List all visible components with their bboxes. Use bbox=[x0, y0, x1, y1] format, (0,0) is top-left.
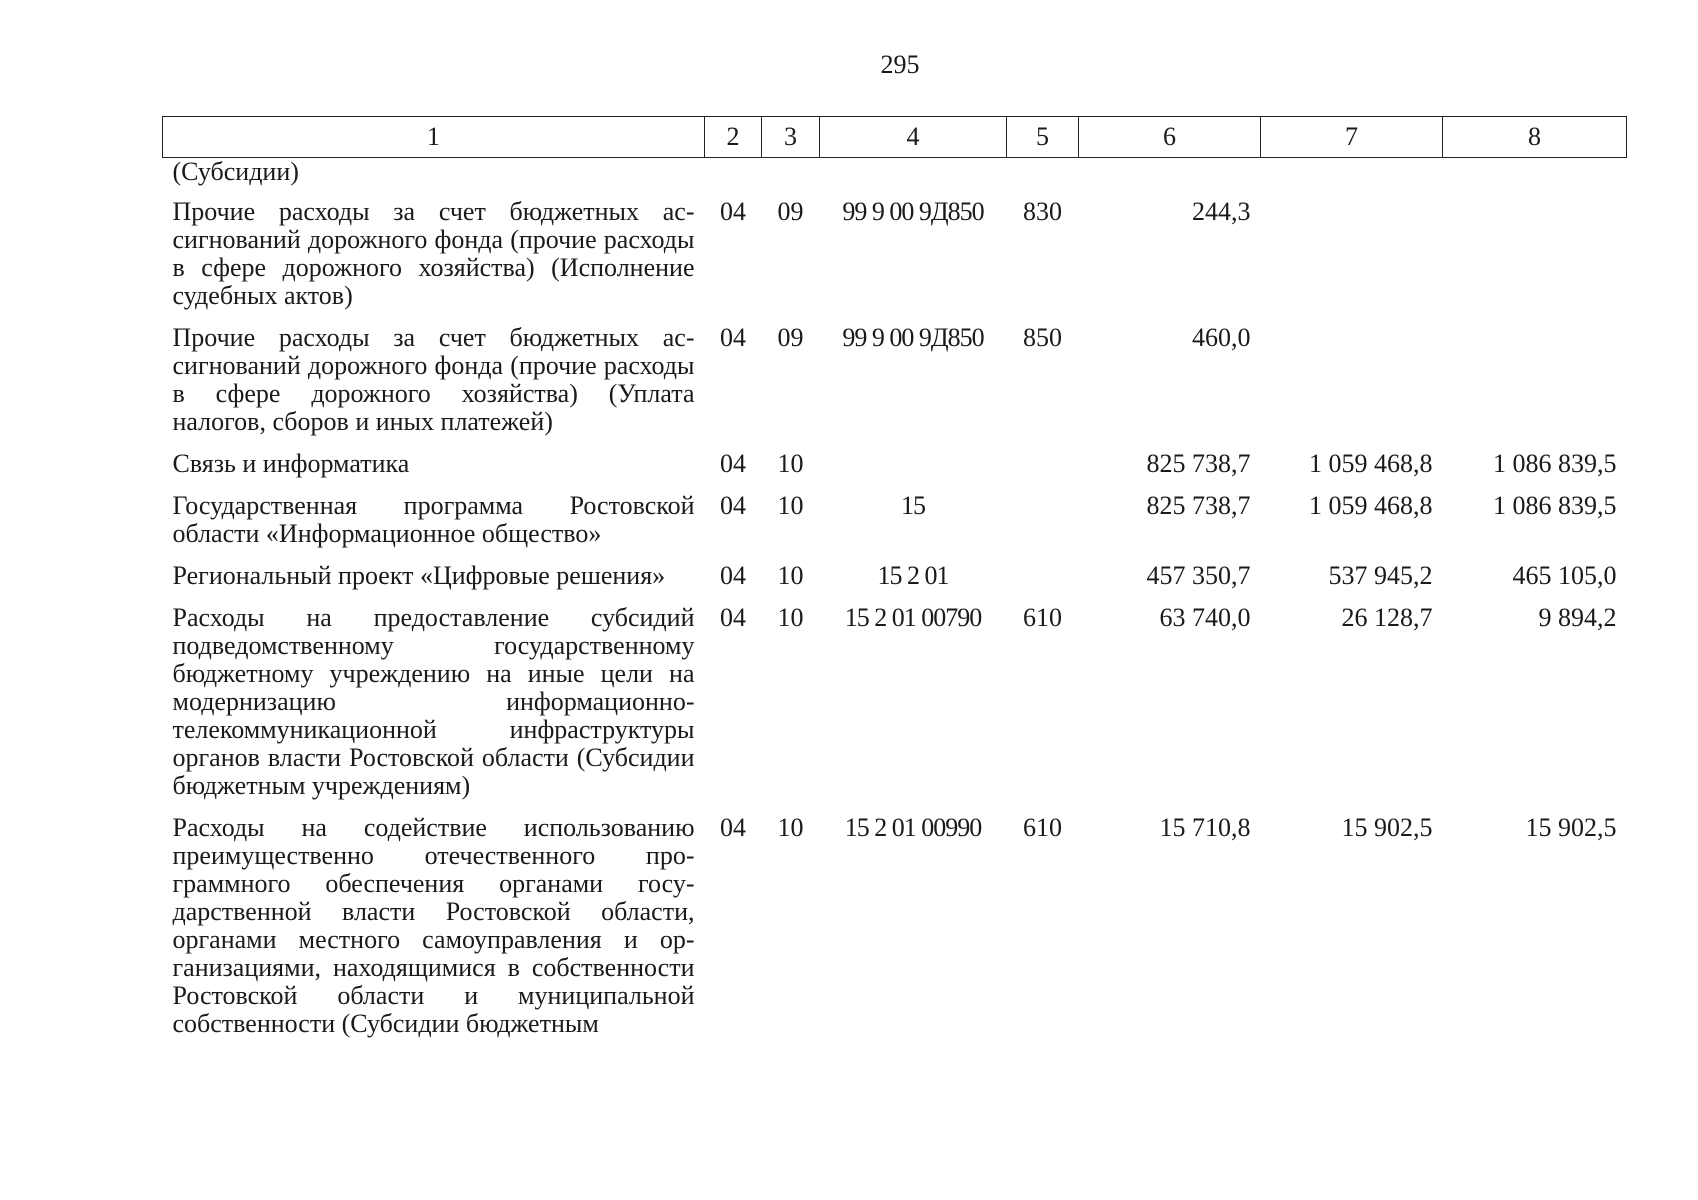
row-value-col7 bbox=[1261, 198, 1443, 324]
row-value-col7: 26 128,7 bbox=[1341, 603, 1433, 632]
row-target-code: 99 9 00 9Д850 bbox=[842, 323, 984, 352]
row-target-code: 15 2 01 bbox=[877, 561, 949, 590]
row-value-col7 bbox=[1261, 324, 1443, 450]
row-value-col8: 1 086 839,5 bbox=[1493, 449, 1617, 478]
row-value-col8: 15 902,5 bbox=[1525, 813, 1617, 842]
row-subsection: 10 bbox=[777, 603, 804, 632]
header-col-5: 5 bbox=[1007, 117, 1079, 158]
row-name: Связь и информатика bbox=[172, 449, 410, 478]
row-section: 04 bbox=[720, 561, 746, 590]
row-value-col6: 825 738,7 bbox=[1146, 449, 1251, 478]
row-value-col8 bbox=[1443, 324, 1627, 450]
row-target-code bbox=[820, 158, 1007, 199]
row-name: Прочие расходы за счет бюджетных ассигнований дорожного фонда (прочие расходы в сфере дорожного хозяйства) (Исполнение судебных актов) bbox=[172, 197, 695, 310]
row-target-code: 99 9 00 9Д850 bbox=[842, 197, 984, 226]
budget-table bbox=[162, 116, 1627, 1052]
row-subsection: 09 bbox=[777, 323, 804, 352]
row-value-col8: 465 105,0 bbox=[1512, 561, 1617, 590]
row-subsection: 10 bbox=[777, 813, 804, 842]
table-header bbox=[163, 117, 1627, 158]
header-col-7: 7 bbox=[1261, 117, 1443, 158]
row-name: (Субсидии) bbox=[172, 157, 299, 186]
row-section: 04 bbox=[720, 491, 746, 520]
row-section: 04 bbox=[720, 197, 746, 226]
row-value-col7: 1 059 468,8 bbox=[1309, 449, 1433, 478]
row-expense-type bbox=[1007, 492, 1079, 562]
row-subsection bbox=[762, 158, 820, 199]
row-section: 04 bbox=[720, 813, 746, 842]
row-name: Прочие расходы за счет бюджетных ассигнований дорожного фонда (прочие расходы в сфере дорожного хозяйства) (Уплата налогов, сборов и иных платежей) bbox=[172, 323, 695, 436]
row-value-col6: 825 738,7 bbox=[1146, 491, 1251, 520]
row-subsection: 09 bbox=[777, 197, 804, 226]
row-expense-type: 830 bbox=[1023, 197, 1062, 226]
row-expense-type bbox=[1007, 450, 1079, 492]
row-value-col6: 15 710,8 bbox=[1159, 813, 1251, 842]
row-expense-type: 610 bbox=[1023, 813, 1062, 842]
header-col-4: 4 bbox=[820, 117, 1007, 158]
row-value-col7: 537 945,2 bbox=[1328, 561, 1433, 590]
table-row bbox=[163, 604, 1627, 814]
row-name: Расходы на содействие использованию преимущественно отечественного программного обеспечения органами государственной власти Ростовской области, органами местного самоуправления и организациями, находящимися в собственности Ростовской области и муниципальной собственности (Субсидии бюджетным bbox=[172, 813, 695, 1038]
header-col-1: 1 bbox=[163, 117, 705, 158]
row-expense-type bbox=[1007, 158, 1079, 199]
header-row bbox=[163, 117, 1627, 158]
header-col-6: 6 bbox=[1079, 117, 1261, 158]
row-value-col8: 1 086 839,5 bbox=[1493, 491, 1617, 520]
table-row bbox=[163, 198, 1627, 324]
row-subsection: 10 bbox=[777, 491, 804, 520]
row-value-col6: 457 350,7 bbox=[1146, 561, 1251, 590]
row-subsection: 10 bbox=[777, 449, 804, 478]
row-value-col6 bbox=[1079, 158, 1261, 199]
row-value-col8: 9 894,2 bbox=[1538, 603, 1617, 632]
header-col-8: 8 bbox=[1443, 117, 1627, 158]
row-value-col7 bbox=[1261, 158, 1443, 199]
row-value-col7: 15 902,5 bbox=[1341, 813, 1433, 842]
header-col-2: 2 bbox=[705, 117, 762, 158]
row-subsection: 10 bbox=[777, 561, 804, 590]
table-body bbox=[163, 158, 1627, 1053]
table-row bbox=[163, 562, 1627, 604]
row-name: Расходы на предоставление субсидий подведомственному государственному бюджетному учреждению на иные цели на модернизацию информационно-телекоммуникационной инфраструктуры органов власти Ростовской области (Субсидии бюджетным учреждениям) bbox=[172, 603, 695, 800]
row-target-code: 15 bbox=[901, 491, 925, 520]
row-target-code bbox=[820, 450, 1007, 492]
row-expense-type: 850 bbox=[1023, 323, 1062, 352]
row-value-col7: 1 059 468,8 bbox=[1309, 491, 1433, 520]
header-col-3: 3 bbox=[762, 117, 820, 158]
table-row bbox=[163, 814, 1627, 1052]
row-target-code: 15 2 01 00790 bbox=[844, 603, 982, 632]
table-row bbox=[163, 324, 1627, 450]
row-expense-type bbox=[1007, 562, 1079, 604]
page-number: 295 bbox=[880, 50, 920, 79]
row-name: Региональный проект «Цифровые решения» bbox=[172, 561, 666, 590]
row-section: 04 bbox=[720, 603, 746, 632]
row-value-col6: 460,0 bbox=[1192, 323, 1251, 352]
row-section: 04 bbox=[720, 449, 746, 478]
table-row bbox=[163, 158, 1627, 199]
row-value-col6: 63 740,0 bbox=[1159, 603, 1251, 632]
table-row bbox=[163, 492, 1627, 562]
table-row bbox=[163, 450, 1627, 492]
row-expense-type: 610 bbox=[1023, 603, 1062, 632]
row-value-col8 bbox=[1443, 158, 1627, 199]
row-name: Государственная программа Ростовской области «Информационное общество» bbox=[172, 491, 695, 548]
row-value-col6: 244,3 bbox=[1192, 197, 1251, 226]
row-section bbox=[705, 158, 762, 199]
row-section: 04 bbox=[720, 323, 746, 352]
row-value-col8 bbox=[1443, 198, 1627, 324]
row-target-code: 15 2 01 00990 bbox=[844, 813, 982, 842]
